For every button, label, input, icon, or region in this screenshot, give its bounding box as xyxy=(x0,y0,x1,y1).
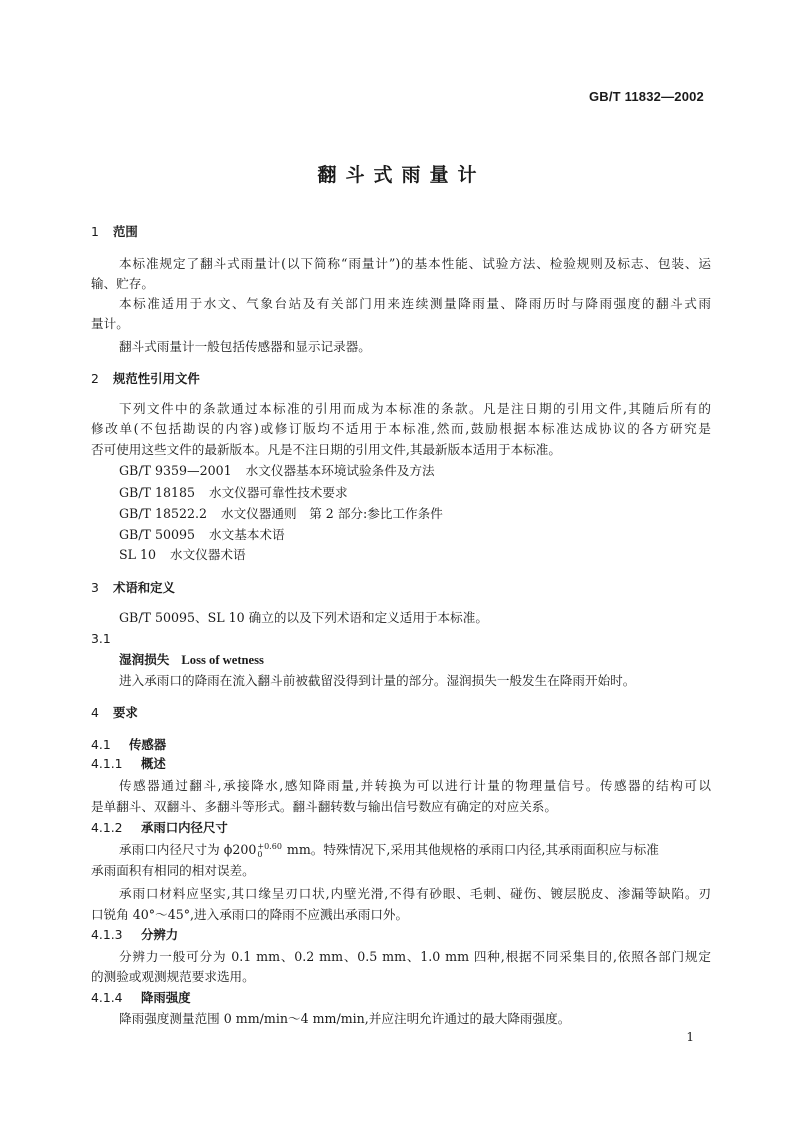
term-definition: 进入承雨口的降雨在流入翻斗前被截留没得到计量的部分。湿润损失一般发生在降雨开始时。 xyxy=(119,673,636,688)
text-run: 承雨口内径尺寸为 ϕ200 xyxy=(119,842,257,857)
reference-code: GB/T 18522.2 xyxy=(119,506,208,521)
reference-code: GB/T 9359—2001 xyxy=(119,463,232,478)
reference-item xyxy=(119,504,711,524)
paragraph-line: 下列文件中的条款通过本标准的引用而成为本标准的条款。凡是注日期的引用文件,其随后所有的 xyxy=(119,401,711,416)
section-number: 4.1 xyxy=(91,737,111,752)
paragraph-line: 本标准规定了翻斗式雨量计(以下简称“雨量计”)的基本性能、试验方法、检验规则及标志、包装、运 xyxy=(119,256,711,271)
term-number-text: 3.1 xyxy=(91,631,111,646)
paragraph-line: 承雨口材料应坚实,其口缘呈刃口状,内壁光滑,不得有砂眼、毛刺、碰伤、镀层脱皮、渗漏等缺陷。刃 xyxy=(119,886,711,901)
reference-item xyxy=(119,461,711,481)
paragraph-line: 承雨面积有相同的相对误差。 xyxy=(91,863,255,878)
text-run: mm。特殊情况下,采用其他规格的承雨口内径,其承雨面积应与标准 xyxy=(282,842,659,857)
term-entry xyxy=(119,650,711,670)
paragraph-line: 本标准适用于水文、气象台站及有关部门用来连续测量降雨量、降雨历时与降雨强度的翻斗式雨 xyxy=(119,296,711,311)
term-english: Loss of wetness xyxy=(181,653,264,667)
section-title: 范围 xyxy=(113,224,138,239)
subsection-4-1-4-heading xyxy=(91,988,711,1008)
section-1-heading xyxy=(91,222,711,242)
subsection-4-1-2-heading xyxy=(91,818,711,838)
section-4-heading xyxy=(91,703,711,723)
reference-code: GB/T 50095 xyxy=(119,527,196,542)
paragraph-line: 输、贮存。 xyxy=(91,276,154,291)
section-number: 4 xyxy=(91,705,99,720)
subsection-4-1-1-heading xyxy=(91,754,711,774)
paragraph-line: 降雨强度测量范围 0 mm/min～4 mm/min,并应注明允许通过的最大降雨强度。 xyxy=(119,1011,571,1026)
section-number: 3 xyxy=(91,580,99,595)
tolerance xyxy=(257,843,282,859)
section-title: 降雨强度 xyxy=(141,990,191,1005)
section-2-heading xyxy=(91,369,711,389)
section-number: 1 xyxy=(91,224,99,239)
paragraph-line: 传感器通过翻斗,承接降水,感知降雨量,并转换为可以进行计量的物理量信号。传感器的结构可以 xyxy=(119,778,711,793)
term-chinese: 湿润损失 xyxy=(119,652,170,667)
reference-item xyxy=(119,525,711,545)
reference-code: SL 10 xyxy=(119,547,157,562)
paragraph-line: 否可使用这些文件的最新版本。凡是不注日期的引用文件,其最新版本适用于本标准。 xyxy=(91,442,561,457)
section-title: 分辨力 xyxy=(141,927,179,942)
reference-code: GB/T 18185 xyxy=(119,485,196,500)
reference-item xyxy=(119,545,711,565)
paragraph-line: 的测验或观测规范要求选用。 xyxy=(91,969,255,984)
reference-title: 水文仪器通则 第 2 部分:参比工作条件 xyxy=(221,506,443,521)
reference-item xyxy=(119,483,711,503)
reference-title: 水文仪器基本环境试验条件及方法 xyxy=(245,463,435,478)
paragraph-line: 口锐角 40°～45°,进入承雨口的降雨不应溅出承雨口外。 xyxy=(91,907,409,922)
paragraph-line: 翻斗式雨量计一般包括传感器和显示记录器。 xyxy=(119,339,371,354)
section-number: 2 xyxy=(91,371,99,386)
section-number: 4.1.3 xyxy=(91,927,123,942)
reference-title: 水文仪器可靠性技术要求 xyxy=(209,485,348,500)
subsection-4-1-heading xyxy=(91,735,711,755)
section-title: 要求 xyxy=(113,705,138,720)
paragraph-line: 分辨力一般可分为 0.1 mm、0.2 mm、0.5 mm、1.0 mm 四种,根据不同采集目的,依照各部门规定 xyxy=(119,949,711,964)
paragraph-line: 是单翻斗、双翻斗、多翻斗等形式。翻斗翻转数与输出信号数应有确定的对应关系。 xyxy=(91,799,557,814)
paragraph-line: 修改单(不包括勘误的内容)或修订版均不适用于本标准,然而,鼓励根据本标准达成协议的各方研究是 xyxy=(91,421,711,436)
paragraph-line: GB/T 50095、SL 10 确立的以及下列术语和定义适用于本标准。 xyxy=(119,610,488,625)
section-number: 4.1.2 xyxy=(91,820,123,835)
reference-title: 水文基本术语 xyxy=(209,527,285,542)
section-title: 概述 xyxy=(141,756,166,771)
tolerance-lower: 0 xyxy=(257,849,263,859)
section-title: 术语和定义 xyxy=(113,580,175,595)
paragraph-line: 量计。 xyxy=(91,316,129,331)
paragraph-line xyxy=(119,840,711,860)
tolerance-upper: +0.60 xyxy=(257,841,282,851)
page-number: 1 xyxy=(686,1030,694,1044)
subsection-4-1-3-heading xyxy=(91,925,711,945)
standard-code: GB/T 11832—2002 xyxy=(588,89,704,104)
reference-title: 水文仪器术语 xyxy=(170,547,246,562)
section-title: 传感器 xyxy=(129,737,167,752)
section-3-heading xyxy=(91,578,711,598)
section-number: 4.1.1 xyxy=(91,756,123,771)
section-number: 4.1.4 xyxy=(91,990,123,1005)
section-title: 承雨口内径尺寸 xyxy=(141,820,228,835)
document-title: 翻斗式雨量计 xyxy=(317,164,486,186)
section-title: 规范性引用文件 xyxy=(113,371,200,386)
term-number xyxy=(91,629,711,649)
